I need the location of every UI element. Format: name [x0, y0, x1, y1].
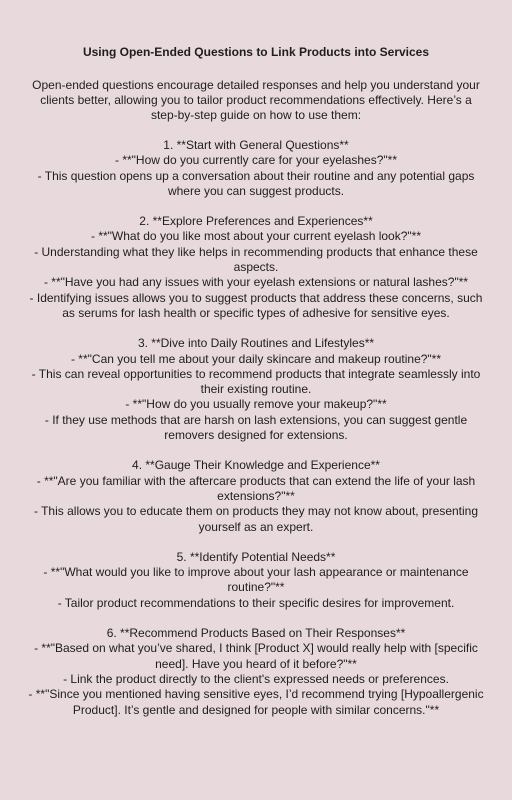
explanation-line: - This can reveal opportunities to recommend products that integrate seamlessly into their existing routine.	[31, 366, 484, 397]
document-title: Using Open-Ended Questions to Link Products into Services	[82, 45, 430, 59]
section-5	[28, 550, 484, 611]
explanation-line: - If they use methods that are harsh on lash extensions, you can suggest gentle removers designed for extensions.	[44, 412, 471, 443]
section-6	[28, 626, 487, 718]
question-line: - **"Have you had any issues with your eyelash extensions or natural lashes?"**	[43, 275, 469, 290]
explanation-line: - This allows you to educate them on products they may not know about, presenting yourself as an expert.	[33, 504, 482, 534]
section-heading: 3. **Dive into Daily Routines and Lifestyles**	[137, 336, 375, 351]
question-line: - **"What would you like to improve about your lash appearance or maintenance routine?"**	[43, 565, 472, 595]
section-2	[28, 214, 484, 321]
section-heading: 6. **Recommend Products Based on Their Responses**	[106, 626, 406, 641]
section-heading: 5. **Identify Potential Needs**	[176, 549, 336, 564]
section-3	[28, 336, 484, 443]
question-line: - **"Based on what you’ve shared, I think [Product X] would really help with [specific need]. Have you heard of it before?"**	[34, 641, 482, 671]
section-4	[28, 458, 484, 534]
question-line: - **"How do you usually remove your makeup?"**	[125, 397, 387, 412]
question-line: - **"What do you like most about your current eyelash look?"**	[90, 229, 422, 244]
question-line: - **"Can you tell me about your daily skincare and makeup routine?"**	[70, 351, 442, 366]
explanation-line: - Identifying issues allows you to suggest products that address these concerns, such as serums for lash health or specific types of adhesive for sensitive eyes.	[29, 290, 486, 320]
intro-paragraph: Open-ended questions encourage detailed responses and help you understand your clients better, allowing you to tailor product recommendations effectively. Here’s a step-by-step guide on how to use them:	[32, 78, 480, 122]
question-line: - **"How do you currently care for your eyelashes?"**	[115, 153, 397, 168]
section-1	[28, 138, 484, 199]
explanation-line: - Tailor product recommendations to their specific desires for improvement.	[57, 595, 455, 610]
explanation-line: - This question opens up a conversation about their routine and any potential gaps where you can suggest products.	[37, 168, 478, 198]
explanation-line: - Link the product directly to the client's expressed needs or preferences.	[63, 671, 449, 686]
section-heading: 2. **Explore Preferences and Experiences**	[139, 214, 373, 229]
question-line: - **"Since you mentioned having sensitive eyes, I’d recommend trying [Hypoallergenic Product]. It’s gentle and designed for people with similar concerns."**	[28, 687, 487, 717]
explanation-line: - Understanding what they like helps in recommending products that enhance these aspects.	[34, 244, 482, 275]
section-heading: 4. **Gauge Their Knowledge and Experience**	[132, 458, 380, 473]
section-heading: 1. **Start with General Questions**	[163, 138, 349, 152]
question-line: - **"Are you familiar with the aftercare products that can extend the life of your lash extensions?"**	[36, 473, 479, 503]
